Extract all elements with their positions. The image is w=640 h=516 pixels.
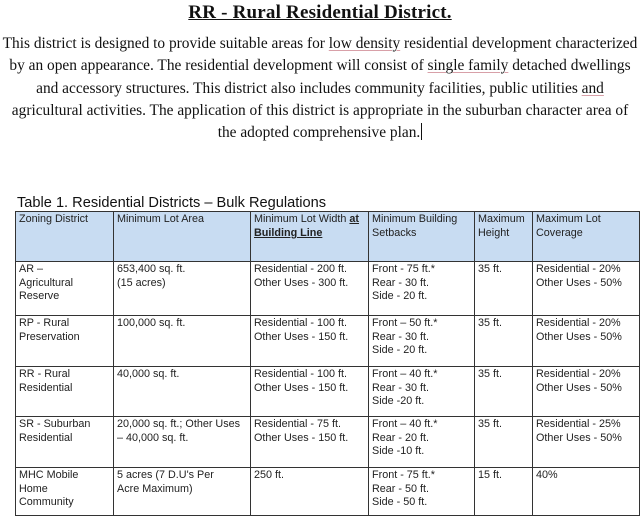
table-title: Table 1. Residential Districts – Bulk Regulations	[17, 195, 327, 211]
cell-district: MHC Mobile Home Community	[16, 468, 114, 516]
text-cursor	[421, 123, 422, 140]
cell-setbacks: Front – 40 ft.* Rear - 20 ft. Side -10 ft.	[369, 417, 475, 468]
cell-coverage: Residential - 20% Other Uses - 50%	[533, 367, 640, 417]
table-row	[16, 417, 640, 468]
bulk-regulations-table	[15, 211, 640, 516]
spellcheck-underlined-text: single family	[427, 57, 509, 75]
cell-coverage: Residential - 25% Other Uses - 50%	[533, 417, 640, 468]
cell-lot-area: 653,400 sq. ft. (15 acres)	[114, 262, 251, 316]
header-zoning-district: Zoning District	[16, 212, 114, 262]
cell-lot-width: Residential - 75 ft. Other Uses - 150 ft.	[251, 417, 369, 468]
header-max-lot-coverage: Maximum Lot Coverage	[533, 212, 640, 262]
cell-height: 35 ft.	[475, 262, 533, 316]
intro-text: residential development characterized by an open appearance. The residential development will consist of	[9, 35, 638, 75]
cell-height: 35 ft.	[475, 367, 533, 417]
header-min-lot-width-prefix: Minimum Lot Width	[254, 213, 350, 225]
cell-setbacks: Front – 50 ft.* Rear - 30 ft. Side - 20 ft.	[369, 316, 475, 367]
table-row	[16, 262, 640, 316]
cell-lot-area: 100,000 sq. ft.	[114, 316, 251, 367]
table-row	[16, 367, 640, 417]
cell-height: 35 ft.	[475, 417, 533, 468]
cell-lot-area: 40,000 sq. ft.	[114, 367, 251, 417]
cell-setbacks: Front - 75 ft.* Rear - 50 ft. Side - 50 ft.	[369, 468, 475, 516]
cell-lot-width: Residential - 100 ft. Other Uses - 150 ft.	[251, 316, 369, 367]
header-min-lot-width-at: at	[349, 213, 360, 225]
cell-district: AR – Agricultural Reserve	[16, 262, 114, 316]
cell-district: SR - Suburban Residential	[16, 417, 114, 468]
spellcheck-underlined-text: low density	[328, 35, 401, 52]
header-min-building-setbacks: Minimum Building Setbacks	[369, 212, 475, 262]
cell-district: RR - Rural Residential	[16, 367, 114, 417]
table-row	[16, 316, 640, 367]
spellcheck-underlined-text: and	[581, 79, 604, 97]
cell-lot-area: 20,000 sq. ft.; Other Uses – 40,000 sq. ft.	[114, 417, 251, 468]
intro-text: This district is designed to provide suitable areas for	[2, 35, 329, 52]
cell-coverage: 40%	[533, 468, 640, 516]
header-max-height: Maximum Height	[475, 212, 533, 262]
cell-height: 15 ft.	[475, 468, 533, 516]
intro-text: agricultural activities. The application of this district is appropriate in the suburban character area of the adopted comprehensive plan.	[11, 101, 629, 142]
table-header-row	[16, 212, 640, 262]
page-title: RR - Rural Residential District.	[188, 2, 452, 23]
cell-setbacks: Front – 40 ft.* Rear - 30 ft. Side -20 ft.	[369, 367, 475, 417]
header-min-lot-area: Minimum Lot Area	[114, 212, 251, 262]
cell-lot-width: Residential - 100 ft. Other Uses - 150 ft.	[251, 367, 369, 417]
table-row	[16, 468, 640, 516]
header-building-line: Building Line	[254, 226, 323, 239]
intro-text: detached dwellings and accessory structures. This district also includes community facilities, public utilities	[36, 57, 631, 97]
intro-paragraph[interactable]	[2, 33, 638, 144]
header-min-lot-width	[251, 212, 369, 262]
cell-setbacks: Front - 75 ft.* Rear - 30 ft. Side - 20 ft.	[369, 262, 475, 316]
cell-lot-width: Residential - 200 ft. Other Uses - 300 ft.	[251, 262, 369, 316]
cell-lot-area: 5 acres (7 D.U's Per Acre Maximum)	[114, 468, 251, 516]
cell-coverage: Residential - 20% Other Uses - 50%	[533, 316, 640, 367]
cell-coverage: Residential - 20% Other Uses - 50%	[533, 262, 640, 316]
cell-district: RP - Rural Preservation	[16, 316, 114, 367]
cell-height: 35 ft.	[475, 316, 533, 367]
cell-lot-width: 250 ft.	[251, 468, 369, 516]
